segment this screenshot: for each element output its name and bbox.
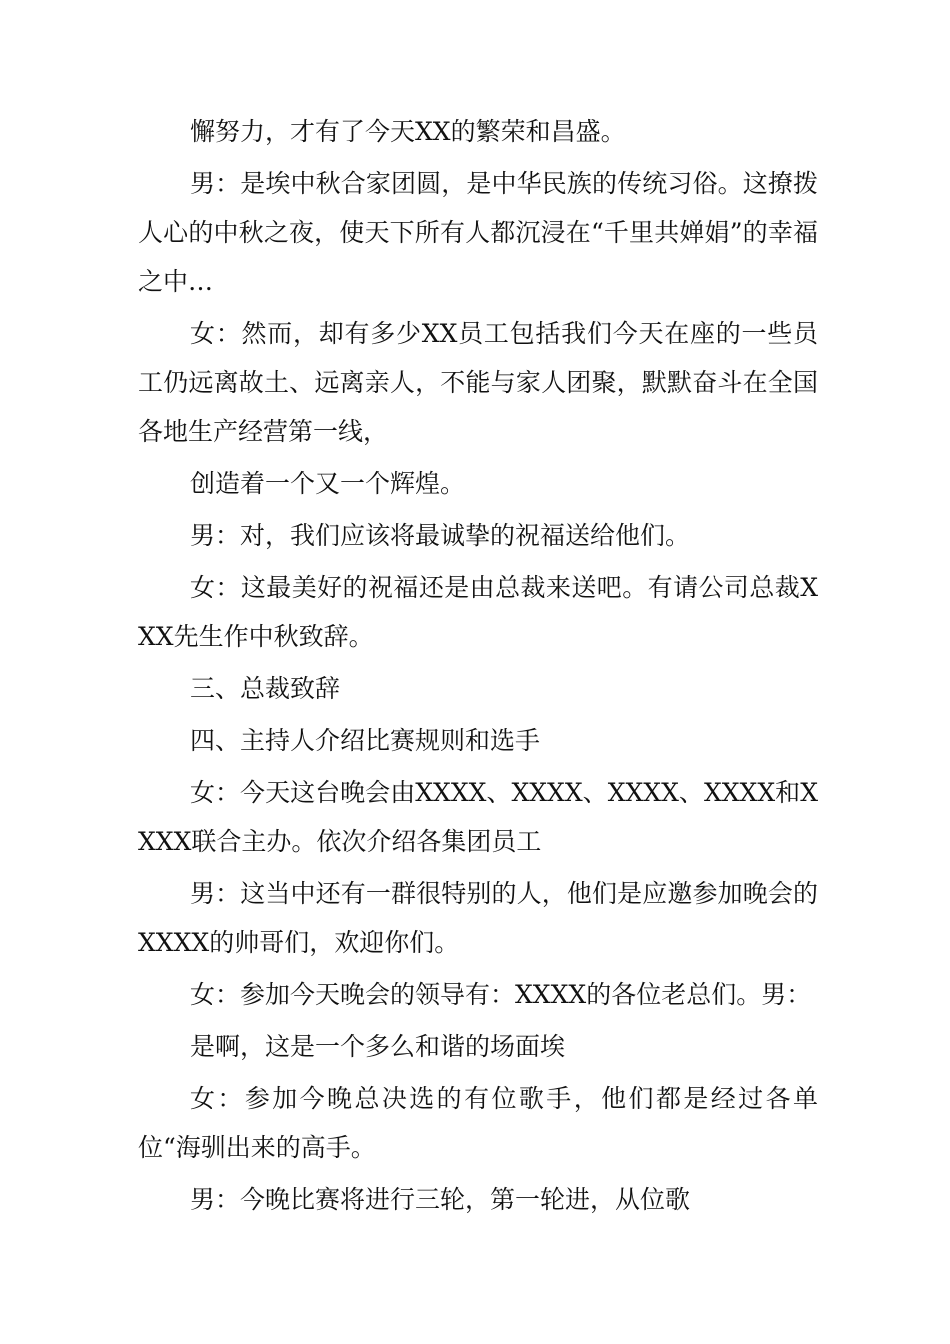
paragraph-3: 女：然而，却有多少XX员工包括我们今天在座的一些员工仍远离故土、远离亲人，不能与家人团聚，默默奋斗在全国各地生产经营第一线，	[138, 319, 818, 446]
paragraph-11: 女：参加今天晚会的领导有：XXXX的各位老总们。男：	[190, 980, 812, 1009]
section-heading-3: 三、总裁致辞	[190, 674, 341, 703]
paragraph-13: 女：参加今晚总决选的有位歌手，他们都是经过各单位“海驯出来的高手。	[138, 1084, 818, 1162]
paragraph-5: 男：对，我们应该将最诚挚的祝福送给他们。	[190, 521, 691, 550]
section-heading-4: 四、主持人介绍比赛规则和选手	[190, 726, 541, 755]
paragraph-10: 男：这当中还有一群很特别的人，他们是应邀参加晚会的XXXX的帅哥们，欢迎你们。	[138, 879, 818, 957]
paragraph-9: 女：今天这台晚会由XXXX、XXXX、XXXX、XXXX和XXXX联合主办。依次介绍各集团员工	[138, 778, 818, 856]
paragraph-1: 懈努力，才有了今天XX的繁荣和昌盛。	[190, 117, 626, 146]
paragraph-4: 创造着一个又一个辉煌。	[190, 469, 466, 498]
document-body	[138, 107, 818, 1227]
paragraph-2: 男：是埃中秋合家团圆，是中华民族的传统习俗。这撩拨人心的中秋之夜，使天下所有人都沉浸在“千里共婵娟”的幸福之中…	[138, 169, 818, 296]
paragraph-12: 是啊，这是一个多么和谐的场面埃	[190, 1032, 566, 1061]
paragraph-14: 男：今晚比赛将进行三轮，第一轮进，从位歌	[190, 1185, 691, 1214]
paragraph-6: 女：这最美好的祝福还是由总裁来送吧。有请公司总裁XXX先生作中秋致辞。	[138, 573, 818, 651]
